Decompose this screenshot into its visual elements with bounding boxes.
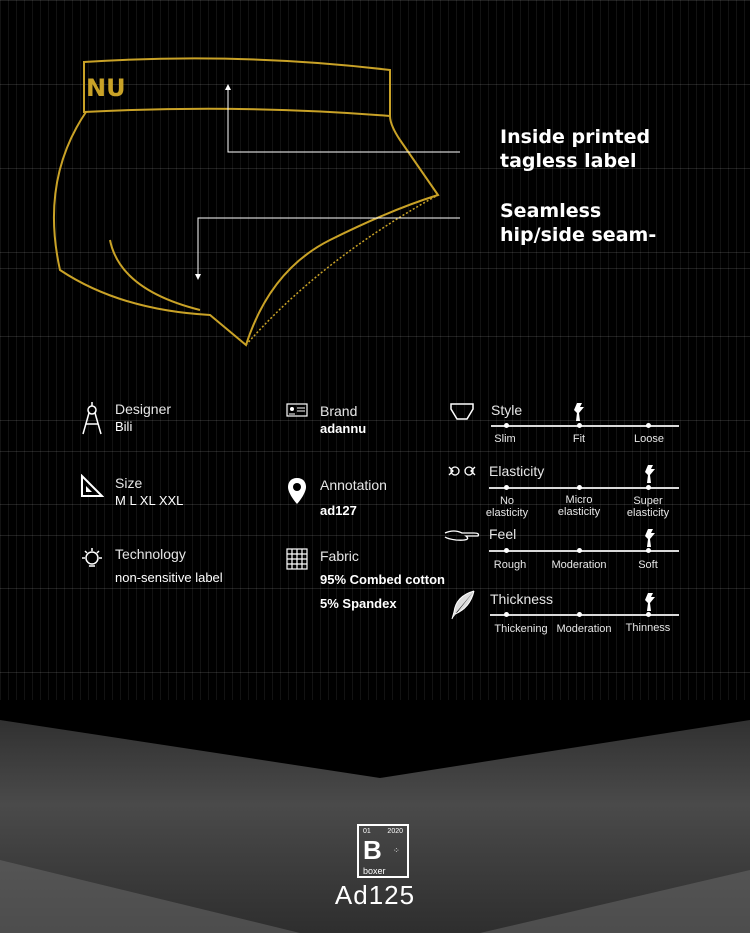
spec-label: Size — [115, 475, 143, 491]
scale-tick: Moderation — [551, 559, 607, 571]
scale-dot — [577, 548, 582, 553]
waistband-logo: NU — [86, 74, 126, 102]
model-number: Ad125 — [334, 880, 416, 910]
scale-tick: Fit — [572, 433, 586, 445]
spec-label: Brand — [320, 403, 358, 419]
level-marker-icon — [571, 402, 587, 422]
callout-line: Seamless — [500, 200, 602, 222]
scale-title-thickness: Thickness — [490, 591, 554, 607]
spec-value: non-sensitive label — [115, 570, 223, 585]
spec-label: Annotation — [320, 477, 387, 493]
scale-dot — [646, 612, 651, 617]
scale-dot — [646, 423, 651, 428]
ruler-triangle-icon — [80, 474, 104, 498]
spec-label: Designer — [115, 401, 172, 417]
scale-tick: Micro elasticity — [557, 494, 601, 518]
level-marker-icon — [642, 592, 658, 612]
spec-brand — [320, 402, 366, 438]
scale-dot — [646, 485, 651, 490]
hand-touch-icon — [444, 527, 482, 543]
spec-value: Bili — [115, 419, 133, 434]
callout-seam — [500, 199, 656, 247]
spec-label: Fabric — [320, 548, 359, 564]
scale-title-elasticity: Elasticity — [489, 463, 545, 479]
level-marker-icon — [642, 528, 658, 548]
level-marker-icon — [642, 464, 658, 484]
scale-tick: Super elasticity — [626, 495, 670, 519]
boxer-logo: 01 2020 B ⁘ boxer — [357, 824, 409, 878]
scale-dot — [504, 485, 509, 490]
scale-tick: Loose — [634, 433, 664, 445]
lightbulb-icon — [80, 546, 104, 572]
scale-dot — [646, 548, 651, 553]
scale-title-feel: Feel — [489, 526, 517, 542]
logo-letter: B — [363, 835, 382, 865]
scale-tick: Thinness — [625, 622, 671, 634]
scale-dot — [577, 485, 582, 490]
spec-fabric — [320, 547, 445, 613]
feather-icon — [450, 590, 476, 620]
logo-year: 2020 — [387, 828, 403, 835]
fabric-grid-icon — [286, 548, 308, 570]
spec-technology — [115, 545, 223, 587]
scale-tick: Slim — [494, 433, 516, 445]
spec-value: adannu — [320, 421, 367, 436]
elastic-icon — [448, 464, 476, 478]
scale-dot — [504, 612, 509, 617]
briefs-illustration — [0, 40, 460, 360]
scale-title-style: Style — [491, 402, 523, 418]
spec-value: ad127 — [320, 503, 357, 518]
briefs-icon — [450, 403, 474, 421]
callout-line: Inside printed — [500, 126, 651, 148]
callout-tagless — [500, 125, 650, 173]
compass-icon — [80, 400, 104, 438]
logo-number: 01 — [363, 828, 371, 835]
scale-tick: Rough — [493, 559, 527, 571]
spec-value: 5% Spandex — [320, 596, 397, 611]
spec-size — [115, 474, 183, 510]
callout-line: tagless label — [500, 150, 637, 172]
spec-label: Technology — [115, 546, 186, 562]
logo-word: boxer — [363, 866, 386, 876]
scale-dot — [504, 423, 509, 428]
spec-annotation — [320, 476, 387, 520]
scale-dot — [577, 612, 582, 617]
scale-dot — [504, 548, 509, 553]
location-pin-icon — [287, 477, 307, 505]
id-card-icon — [286, 403, 308, 417]
spec-designer — [115, 400, 171, 436]
scale-tick: Moderation — [556, 623, 612, 635]
grid-line — [0, 535, 750, 536]
scale-tick: Thickening — [494, 623, 548, 635]
spec-value: M L XL XXL — [115, 493, 184, 508]
callout-line: hip/side seam- — [500, 224, 657, 246]
grid-line — [0, 451, 750, 452]
scale-tick: No elasticity — [485, 495, 529, 519]
scale-dot — [577, 423, 582, 428]
scale-tick: Soft — [638, 559, 658, 571]
spec-value: 95% Combed cotton — [320, 572, 445, 587]
